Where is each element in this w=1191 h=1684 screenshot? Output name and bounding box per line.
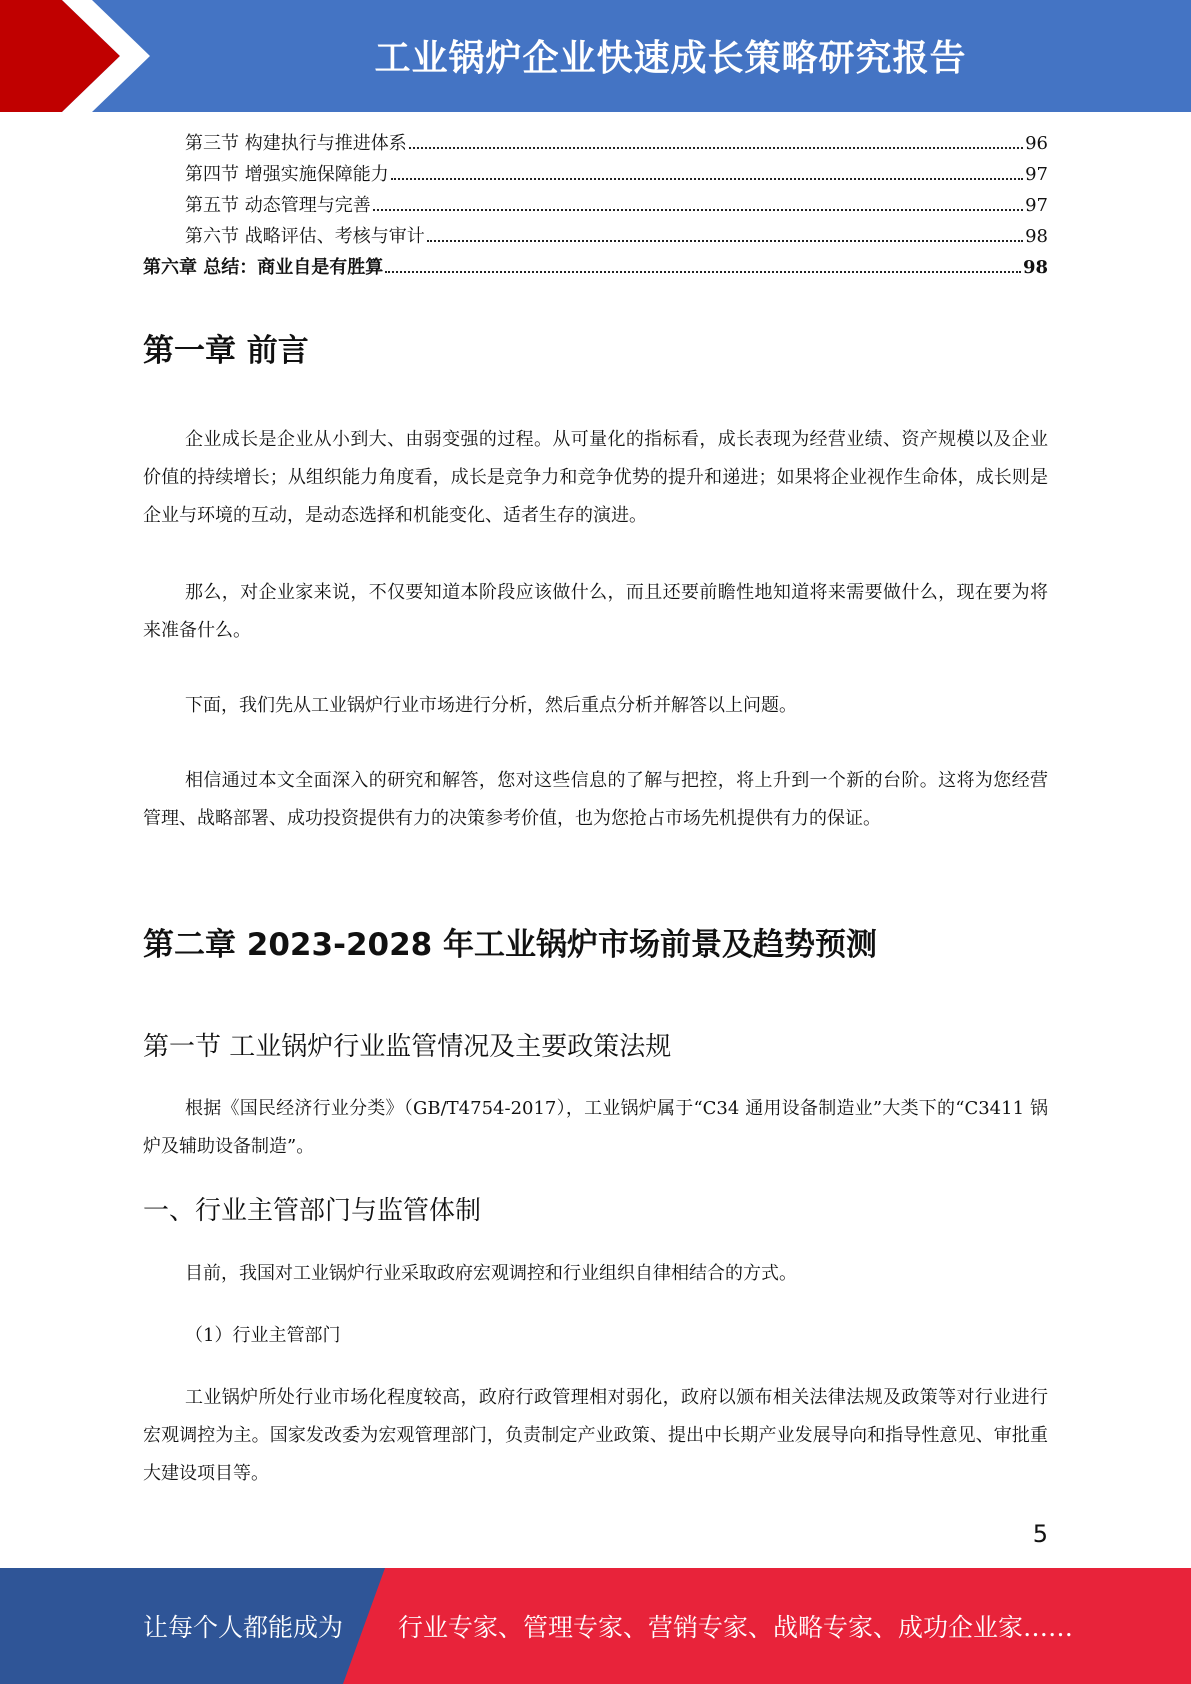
- footer-slogan-left: 让每个人都能成为: [143, 1613, 344, 1642]
- chapter1-title: 第一章 前言: [143, 333, 309, 369]
- chapter1-paragraph: 相信通过本文全面深入的研究和解答，您对这些信息的了解与把控，将上升到一个新的台阶。这将为您经营管理、战略部署、成功投资提供有力的决策参考价值，也为您抢占市场先机提供有力的保证。: [143, 770, 1048, 829]
- toc-page: 98: [1025, 226, 1048, 247]
- footer-slogan-right: 行业专家、管理专家、营销专家、战略专家、成功企业家……: [398, 1613, 1074, 1642]
- toc-item[interactable]: [143, 190, 1048, 221]
- page-number: 5: [1032, 1520, 1048, 1548]
- toc-leader: [427, 240, 1023, 242]
- toc-leader: [391, 178, 1023, 180]
- chapter1-paragraph: 企业成长是企业从小到大、由弱变强的过程。从可量化的指标看，成长表现为经营业绩、资产规模以及企业价值的持续增长；从组织能力角度看，成长是竞争力和竞争优势的提升和递进；如果将企业视作生命体，成长则是企业与环境的互动，是动态选择和机能变化、适者生存的演进。: [143, 429, 1048, 526]
- toc-page: 98: [1022, 257, 1048, 278]
- toc-label: 第四节 增强实施保障能力: [185, 164, 389, 185]
- footer-banner: [0, 1568, 1191, 1684]
- toc-item[interactable]: [143, 128, 1048, 159]
- toc-label: 第六节 战略评估、考核与审计: [185, 226, 425, 247]
- toc-leader: [373, 209, 1023, 211]
- toc-item[interactable]: [143, 221, 1048, 252]
- section1-title: 第一节 工业锅炉行业监管情况及主要政策法规: [143, 1032, 672, 1062]
- report-title: 工业锅炉企业快速成长策略研究报告: [374, 38, 967, 79]
- subsection1-paragraph: 目前，我国对工业锅炉行业采取政府宏观调控和行业组织自律相结合的方式。: [185, 1263, 797, 1284]
- toc-page: 97: [1025, 195, 1048, 216]
- toc-label: 第五节 动态管理与完善: [185, 195, 371, 216]
- toc-leader: [385, 271, 1021, 273]
- header-banner: [0, 0, 1191, 112]
- toc-label: 第六章 总结：商业自是有胜算: [143, 257, 384, 278]
- toc-item[interactable]: [143, 159, 1048, 190]
- chapter1-paragraph: 那么，对企业家来说，不仅要知道本阶段应该做什么，而且还要前瞻性地知道将来需要做什么，现在要为将来准备什么。: [143, 582, 1048, 641]
- chapter2-title: 第二章 2023-2028 年工业锅炉市场前景及趋势预测: [143, 927, 878, 963]
- section1-paragraph: 根据《国民经济行业分类》（GB/T4754-2017），工业锅炉属于“C34 通用设备制造业”大类下的“C3411 锅炉及辅助设备制造”。: [143, 1098, 1048, 1157]
- toc-leader: [409, 147, 1023, 149]
- subsection1-title: 一、行业主管部门与监管体制: [143, 1196, 482, 1226]
- toc-label: 第三节 构建执行与推进体系: [185, 133, 407, 154]
- chapter1-paragraph: 下面，我们先从工业锅炉行业市场进行分析，然后重点分析并解答以上问题。: [185, 695, 797, 716]
- toc-page: 96: [1025, 133, 1048, 154]
- table-of-contents: [143, 128, 1048, 283]
- toc-page: 97: [1025, 164, 1048, 185]
- subsection1-item-paragraph: 工业锅炉所处行业市场化程度较高，政府行政管理相对弱化，政府以颁布相关法律法规及政策等对行业进行宏观调控为主。国家发改委为宏观管理部门，负责制定产业政策、提出中长期产业发展导向和指导性意见、审批重大建设项目等。: [143, 1387, 1048, 1484]
- toc-item-chapter[interactable]: [143, 252, 1048, 283]
- header-arrow-decoration: [0, 0, 160, 112]
- list-item-heading: （1）行业主管部门: [185, 1325, 341, 1346]
